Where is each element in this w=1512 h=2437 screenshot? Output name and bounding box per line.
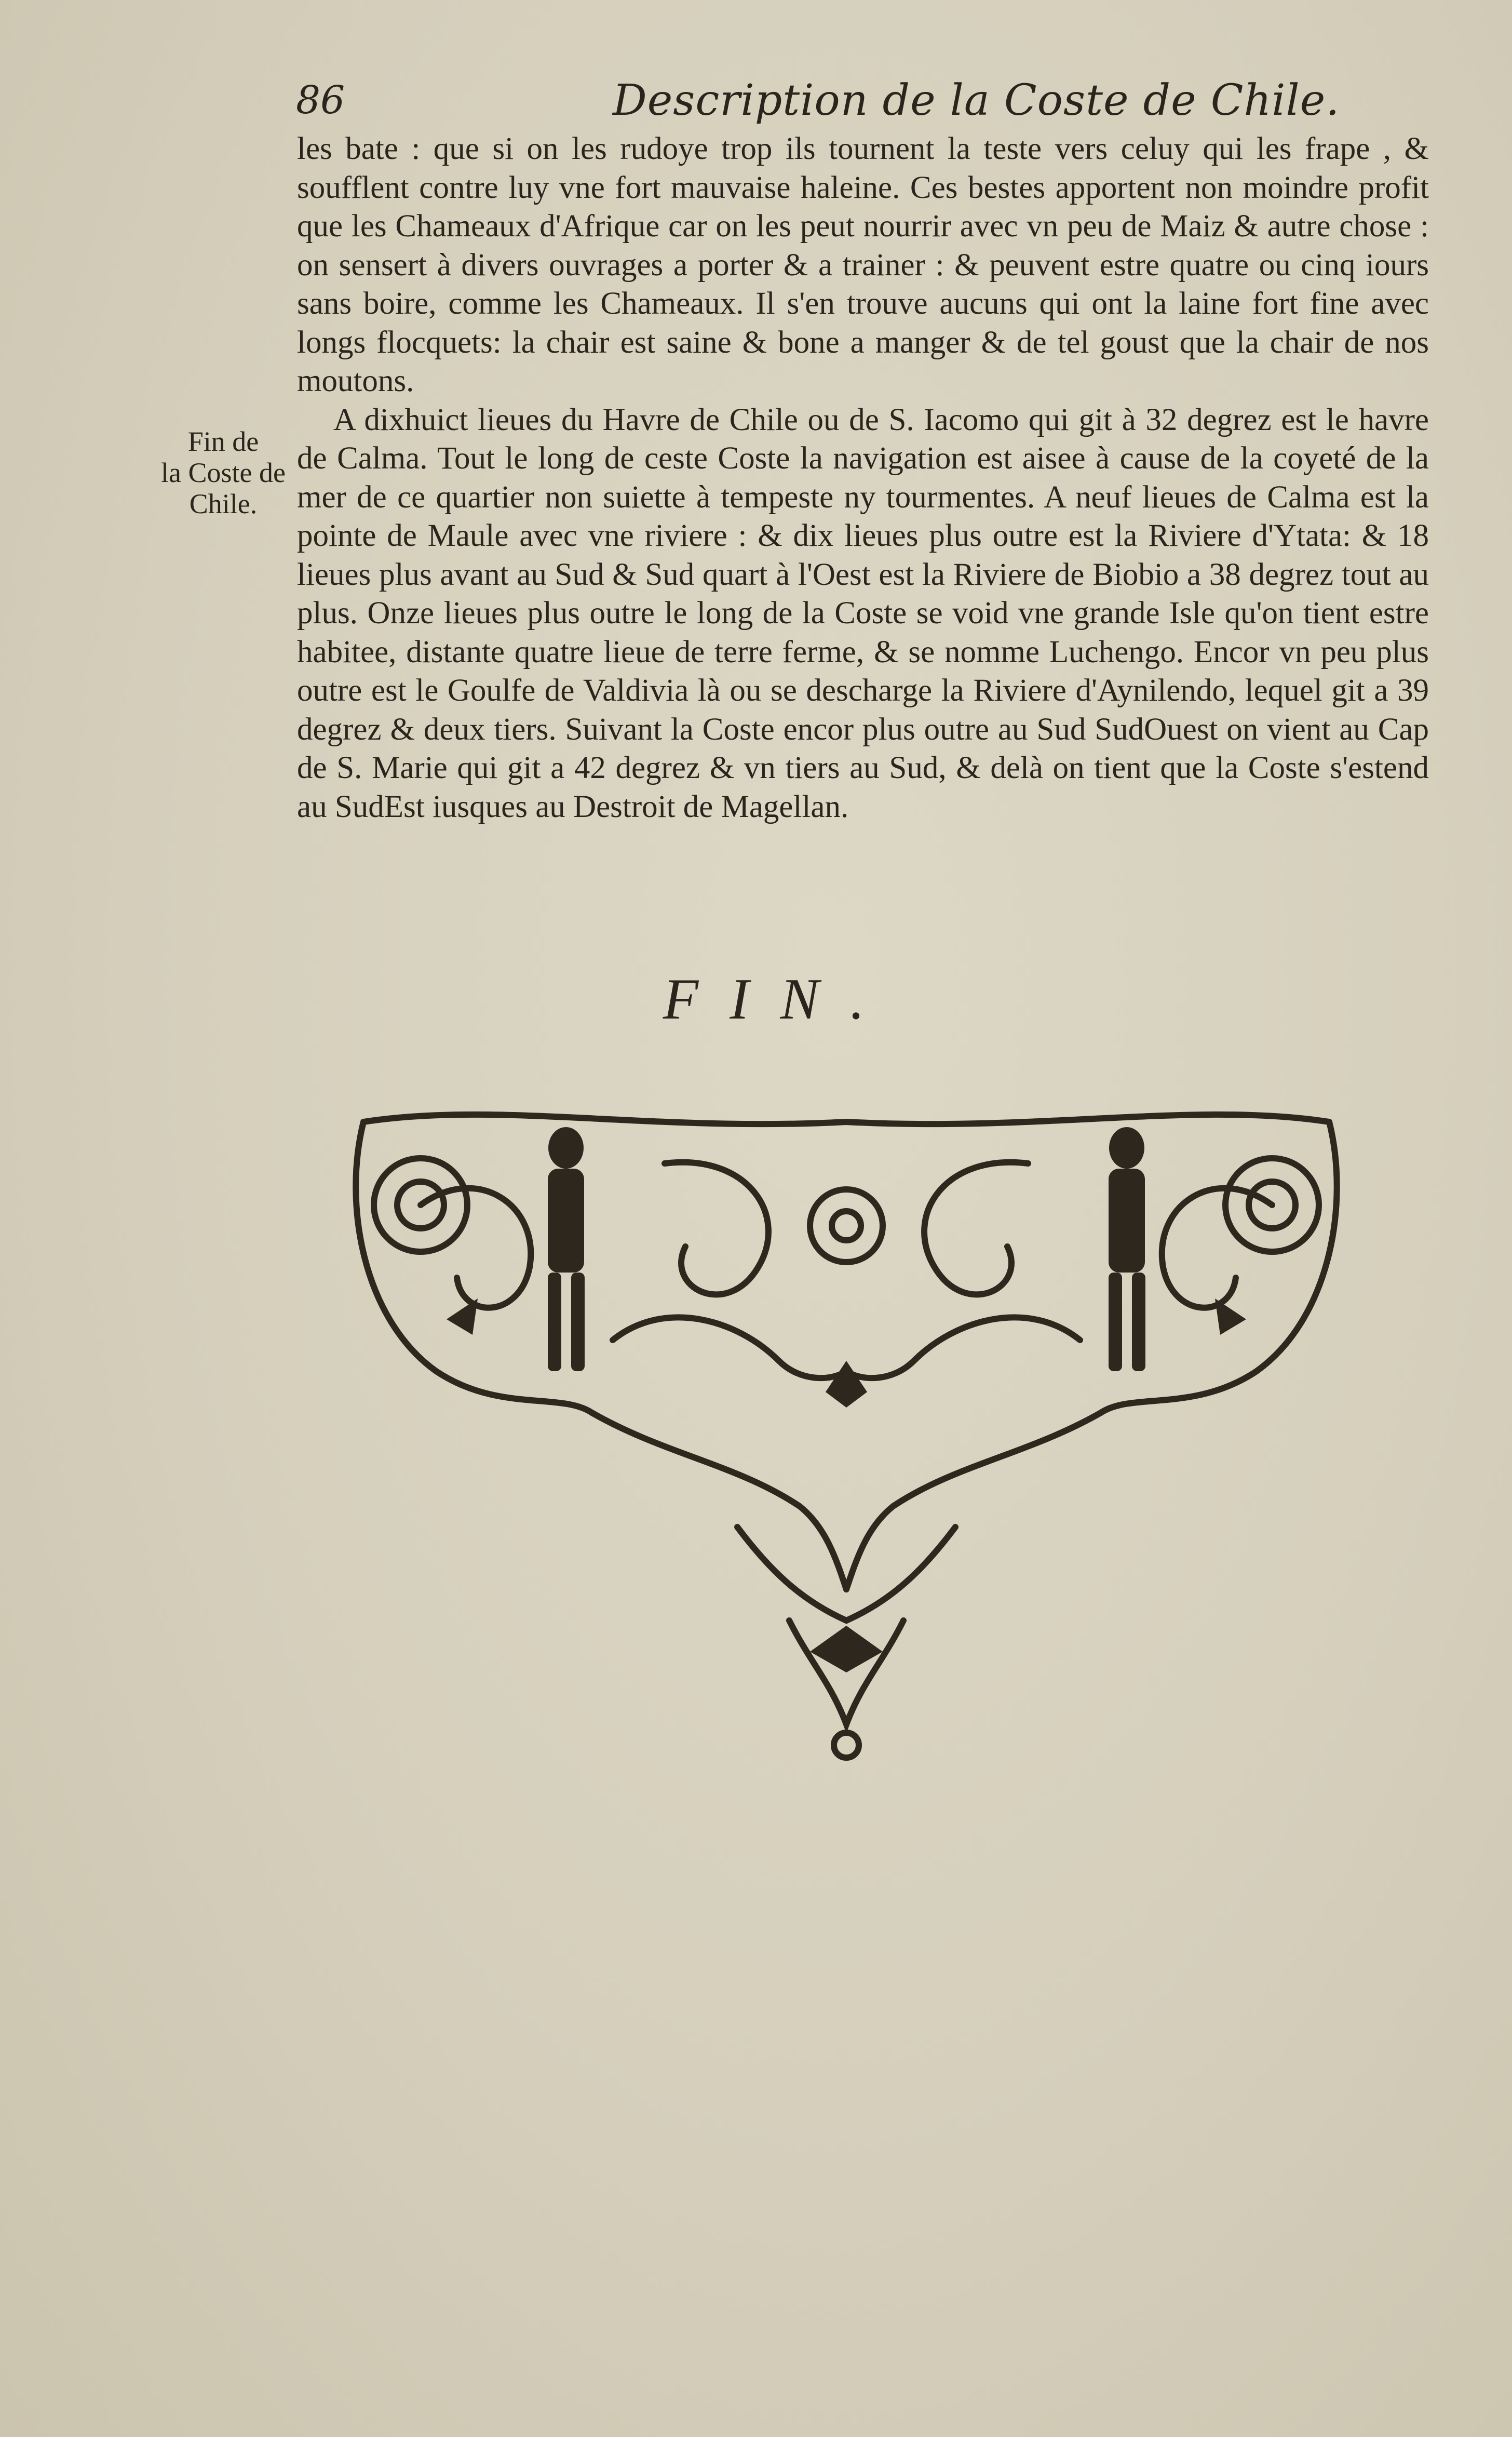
page-header [291,68,1433,125]
marginal-note-line-2: la Coste de [161,457,286,488]
paragraph-2: A dixhuict lieues du Havre de Chile ou de S. Iacomo qui git à 32 degrez est le havre de Calma. Tout le long de ceste Coste la navigation est aisee à cause de la coyeté de la mer de ce quartier non suiette à tempeste ny tourmentes. A neuf lieues de Calma est la pointe de Maule avec vne riviere : & dix lieues plus outre est la Riviere d'Ytata: & 18 lieues plus avant au Sud & Sud quart à l'Oest est la Riviere de Biobio a 38 degrez tout au plus. Onze lieues plus outre le long de la Coste se void vne grande Isle qu'on tient estre habitee, distante quatre lieue de terre ferme, & se nomme Luchengo. Encor vn peu plus outre est le Goulfe de Valdivia là ou se descharge la Riviere d'Aynilendo, lequel git a 39 degrez & deux tiers. Suivant la Coste encor plus outre au Sud SudOuest on vient au Cap de S. Marie qui git a 42 degrez & vn tiers au Sud, & delà on tient que la Coste s'estend au SudEst iusques au Destroit de Magellan. [297,402,1429,824]
marginal-note-line-1: Fin de [187,426,259,457]
ornament-tailpiece [343,1101,1350,1766]
page-number: 86 [296,78,345,123]
paragraph-1: les bate : que si on les rudoye trop ils tournent la teste vers celuy qui les frape , & soufflent contre luy vne fort mauvaise haleine. Ces bestes apportent non moindre profit que les Chameaux d'Afrique car on les peut nourrir avec vn peu de Maiz & autre chose : on sensert à divers ouvrages a porter & a trainer : & peuvent estre quatre ou cinq iours sans boire, comme les Chameaux. Il s'en trouve aucuns qui ont la laine fort fine avec longs flocquets: la chair est saine & bone a manger & de tel goust que la chair de nos moutons. [297,131,1429,398]
body-text [297,130,1429,826]
marginal-note-line-3: Chile. [189,488,258,519]
marginal-note [156,426,291,519]
running-title: Description de la Coste de Chile. [613,76,1340,125]
fin-heading: FIN. [663,967,896,1032]
